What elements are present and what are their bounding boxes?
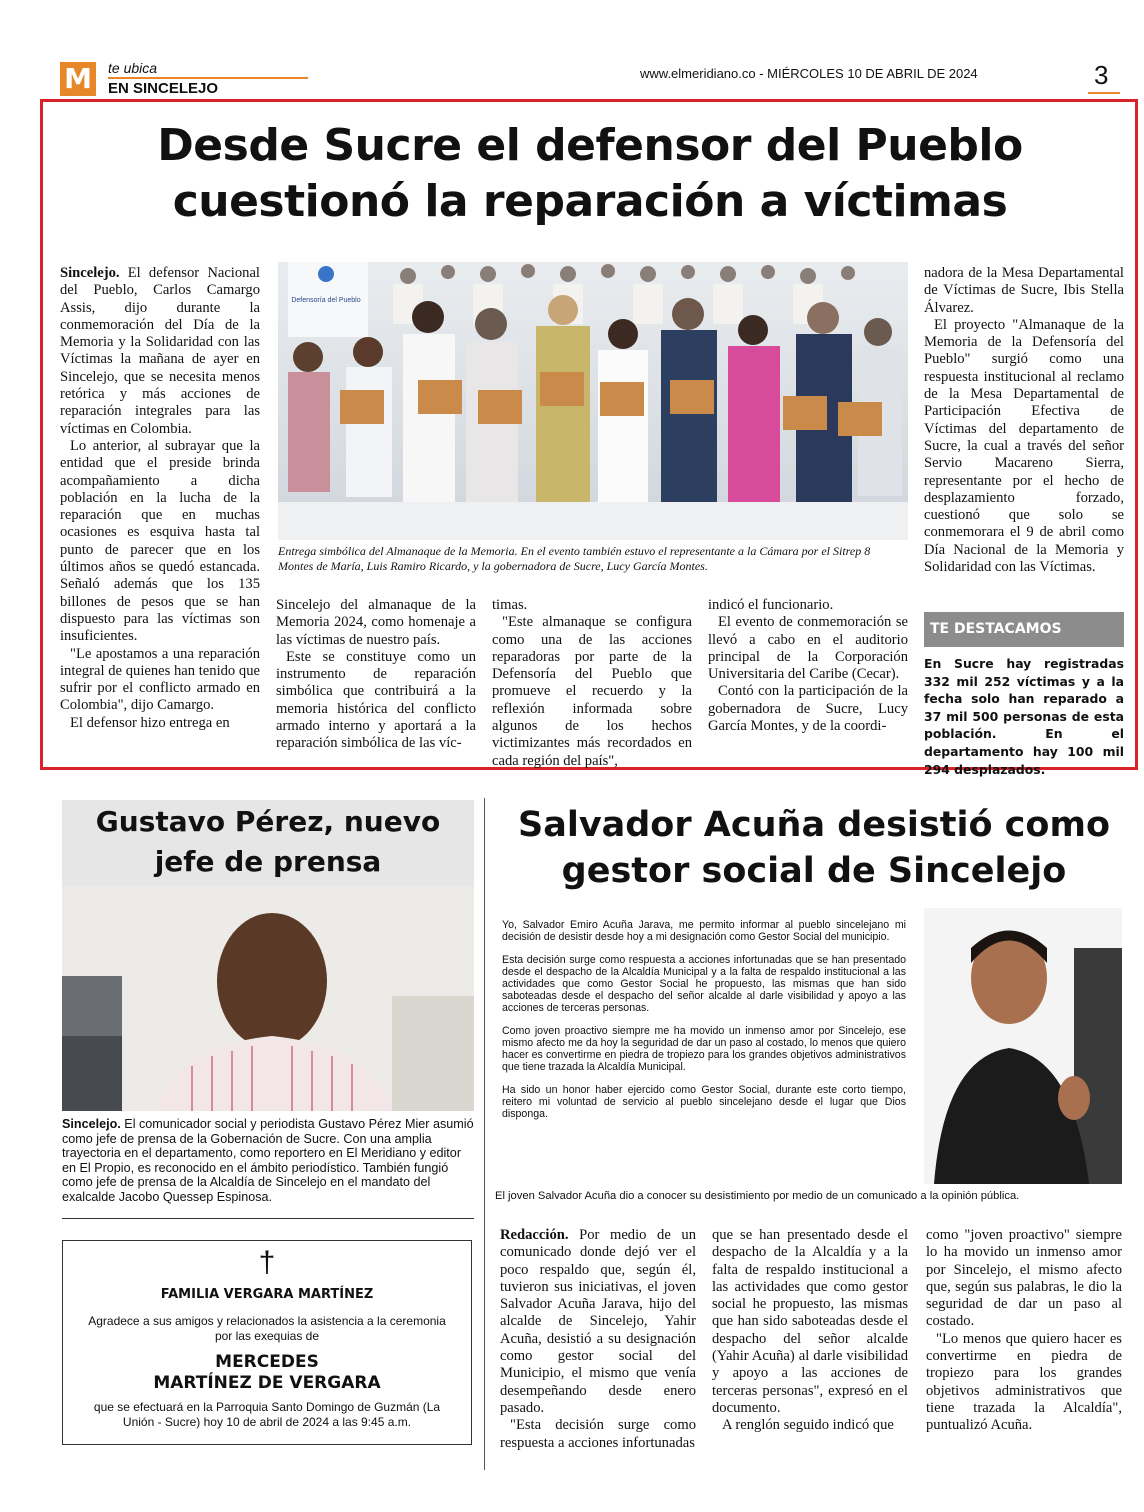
photo-sign-text: Defensoría del Pueblo xyxy=(291,297,361,304)
obituary-notice xyxy=(62,1240,472,1445)
right-paragraph: que se han presentado desde el despacho de la Alcaldía y a la falta de respaldo institucional a las actividades que como gestor social he propuesto, las mismas que han sido saboteadas desde el despacho del señor alcalde (Yahir Acuña) al darle visibilidad y apoyo a las acciones de terceras personas", expresó en el documento. xyxy=(712,1227,908,1416)
resignation-letter xyxy=(502,919,906,1131)
letter-paragraph: Como joven proactivo siempre me ha movido un inmenso amor por Sincelejo, ese mismo afecto me da hoy la seguridad de dar un paso al costado, lo menos que quiero hacer es convertirme en piedra de tropiezo para los grandes objetivos administrativos que tiene trazada la Alcaldía Municipal. xyxy=(502,1025,906,1073)
lead-paragraph: timas. xyxy=(492,597,528,613)
dateline: Redacción. xyxy=(500,1227,569,1243)
right-paragraph: "Esta decisión surge como respuesta a acciones infortunadas xyxy=(500,1417,696,1451)
lead-headline: Desde Sucre el defensor del Pueblo cuestionó la reparación a víctimas xyxy=(157,120,1023,227)
column-divider xyxy=(484,798,485,1470)
logo-tagline: te ubica xyxy=(108,60,158,76)
lead-paragraph: "Este almanaque se configura como una de las acciones reparadoras por parte de la Defensoría del Pueblo que promueve el recuerdo y la reflexión informada sobre algunos de los hechos victimizantes más recordados en cada región del país", xyxy=(492,614,692,769)
caption-text: El comunicador social y periodista Gustavo Pérez Mier asumió como jefe de prensa de la Gobernación de Sucre. Con una amplia trayectoria en el departamento, como reportero en El Meridiano y editor en El Propio, es reconocido en el ámbito periodístico. También fungió como jefe de prensa de la Alcaldía de Sincelejo en el mandato del exalcalde Jacobo Quessep Espinosa. xyxy=(62,1117,474,1204)
right-paragraph: A renglón seguido indicó que xyxy=(722,1417,894,1434)
lead-paragraph: "Le apostamos a una reparación integral de quienes han tenido que sufrir por el conflicto armado en Colombia", dijo Camargo. xyxy=(60,645,260,714)
lead-paragraph: indicó el funcionario. xyxy=(708,597,834,613)
lead-column-4 xyxy=(708,597,908,735)
paragraph-text: Por medio de un comunicado donde dejó ver el poco respaldo que, según él, tuvieron sus iniciativas, el joven Salvador Acuña Jarava, hijo del alcalde de Sincelejo, Yahir Acuña, desistió a su designación como gestor social del Municipio, el mismo que venía desempeñando desde enero pasado. xyxy=(500,1227,696,1416)
cross-icon: † xyxy=(258,1246,276,1279)
letter-paragraph: Esta decisión surge como respuesta a acciones infortunadas que se han presentado desde el despacho de la Alcaldía Municipal y a la falta de respaldo institucional a las actividades que como Gestor Social he propuesto, las mismas que han sido saboteadas desde el despacho del señor alcalde al darle visibilidad y apoyo a las acciones de terceras personas. xyxy=(502,954,906,1014)
paragraph-text: El defensor Nacional del Pueblo, Carlos Camargo Assis, dijo durante la conmemoración del Día de la Memoria y la Solidaridad con las Víctimas la mañana de ayer en Sincelejo, que se necesita menos retórica y más acciones de reparación integrales para las víctimas en Colombia. xyxy=(60,265,260,437)
lead-photo xyxy=(278,262,908,540)
left-headline: Gustavo Pérez, nuevo jefe de prensa xyxy=(95,805,441,878)
obituary-name-line-2: MARTÍNEZ DE VERGARA xyxy=(153,1373,381,1393)
salvador-acuna-photo xyxy=(924,908,1122,1184)
right-column-2 xyxy=(712,1227,908,1435)
right-photo-caption: El joven Salvador Acuña dio a conocer su desistimiento por medio de un comunicado a la opinión pública. xyxy=(495,1190,1020,1202)
left-photo-caption xyxy=(62,1117,474,1205)
newspaper-logo: M xyxy=(60,62,96,96)
highlight-box-text: En Sucre hay registradas 332 mil 252 víctimas y a la fecha solo han reparado a 37 mil 500 personas de esta población. En el departamento hay 100 mil 294 desplazados. xyxy=(924,656,1124,777)
lead-paragraph xyxy=(60,265,260,438)
lead-paragraph: Contó con la participación de la gobernadora de Sucre, Lucy García Montes, y de la coordi- xyxy=(708,683,908,735)
lead-column-5 xyxy=(924,265,1124,576)
lead-paragraph: Sincelejo del almanaque de la Memoria 2024, como homenaje a las víctimas de nuestro país. xyxy=(276,597,476,648)
letter-paragraph: Ha sido un honor haber ejercido como Gestor Social, durante este corto tiempo, reitero mi voluntad de servicio al pueblo sincelejano desde el lugar que Dios disponga. xyxy=(502,1084,906,1120)
obituary-details: que se efectuará en la Parroquia Santo Domingo de Guzmán (La Unión - Sucre) hoy 10 de abril de 2024 a las 9:45 a.m. xyxy=(93,1400,441,1429)
right-paragraph: como "joven proactivo" siempre lo ha movido un inmenso amor por Sincelejo, el mismo afecto que, según sus palabras, le dio la seguridad de dar un paso al costado. xyxy=(926,1227,1122,1330)
lead-paragraph: Este se constituye como un instrumento de reparación simbólica que contribuirá a la memoria histórica del conflicto armado interno y aportará a la reparación simbólica de las víc- xyxy=(276,648,476,752)
obituary-name-line-1: MERCEDES xyxy=(215,1352,319,1372)
lead-column-2 xyxy=(276,597,476,753)
lead-paragraph: El proyecto "Almanaque de la Memoria de la Defensoría del Pueblo" surgió como una respuesta institucional al reclamo de la Mesa Departamental de Participación Efectiva de Víctimas del departamento de Sucre, la cual a través del señor Servio Macareno Sierra, representante por el hecho de desplazamiento forzado, cuestionó que solo se conmemorara el 9 de abril como Día Nacional de la Memoria y Solidaridad con las Víctimas. xyxy=(924,316,1124,576)
lead-paragraph: El defensor hizo entrega en xyxy=(70,714,230,731)
dateline: Sincelejo. xyxy=(60,265,120,281)
lead-paragraph: nadora de la Mesa Departamental de Víctimas de Sucre, Ibis Stella Álvarez. xyxy=(924,265,1124,316)
highlight-box-title: TE DESTACAMOS xyxy=(924,612,1124,647)
site-and-date: www.elmeridiano.co - MIÉRCOLES 10 DE ABRIL DE 2024 xyxy=(640,66,978,81)
lead-paragraph: El evento de conmemoración se llevó a cabo en el auditorio principal de la Corporación Universitaria del Caribe (Cecar). xyxy=(708,614,908,683)
letter-paragraph: Yo, Salvador Emiro Acuña Jarava, me permito informar al pueblo sincelejano mi decisión de desistir desde hoy a mi designación como Gestor Social del municipio. xyxy=(502,919,906,943)
right-column-3 xyxy=(926,1227,1122,1435)
obituary-family: FAMILIA VERGARA MARTÍNEZ xyxy=(160,1287,374,1302)
lead-column-1 xyxy=(60,265,260,732)
page-number: 3 xyxy=(1094,60,1109,90)
right-paragraph: "Lo menos que quiero hacer es convertirme en piedra de tropiezo para los grandes objetivos administrativos que tiene trazada la Alcaldía", puntualizó Acuña. xyxy=(926,1330,1122,1434)
page-number-underline xyxy=(1088,92,1120,94)
left-divider xyxy=(62,1218,474,1219)
lead-photo-caption: Entrega simbólica del Almanaque de la Memoria. En el evento también estuvo el representante a la Cámara por el Sitrep 8 Montes de María, Luis Ramiro Ricardo, y la gobernadora de Sucre, Lucy García Montes. xyxy=(278,544,871,573)
lead-column-3 xyxy=(492,597,692,770)
gustavo-perez-photo xyxy=(62,886,474,1111)
obituary-thanks: Agradece a sus amigos y relacionados la asistencia a la ceremonia por las exequias de xyxy=(88,1314,446,1343)
right-paragraph xyxy=(500,1227,696,1417)
right-headline: Salvador Acuña desistió como gestor social de Sincelejo xyxy=(518,805,1110,891)
right-column-1 xyxy=(500,1227,696,1452)
section-title: EN SINCELEJO xyxy=(108,80,219,97)
caption-dateline: Sincelejo. xyxy=(62,1117,121,1131)
lead-paragraph: Lo anterior, al subrayar que la entidad que el preside brinda acompañamiento a dicha población en la lucha de la reparación que en muchas ocasiones es esquiva hasta tal punto de parecer que en los últimos años se quedó estancada. Señaló además que los 135 billones de pesos que se han dispuesto para las víctimas son insuficientes. xyxy=(60,437,260,645)
header-orange-rule xyxy=(108,77,308,79)
